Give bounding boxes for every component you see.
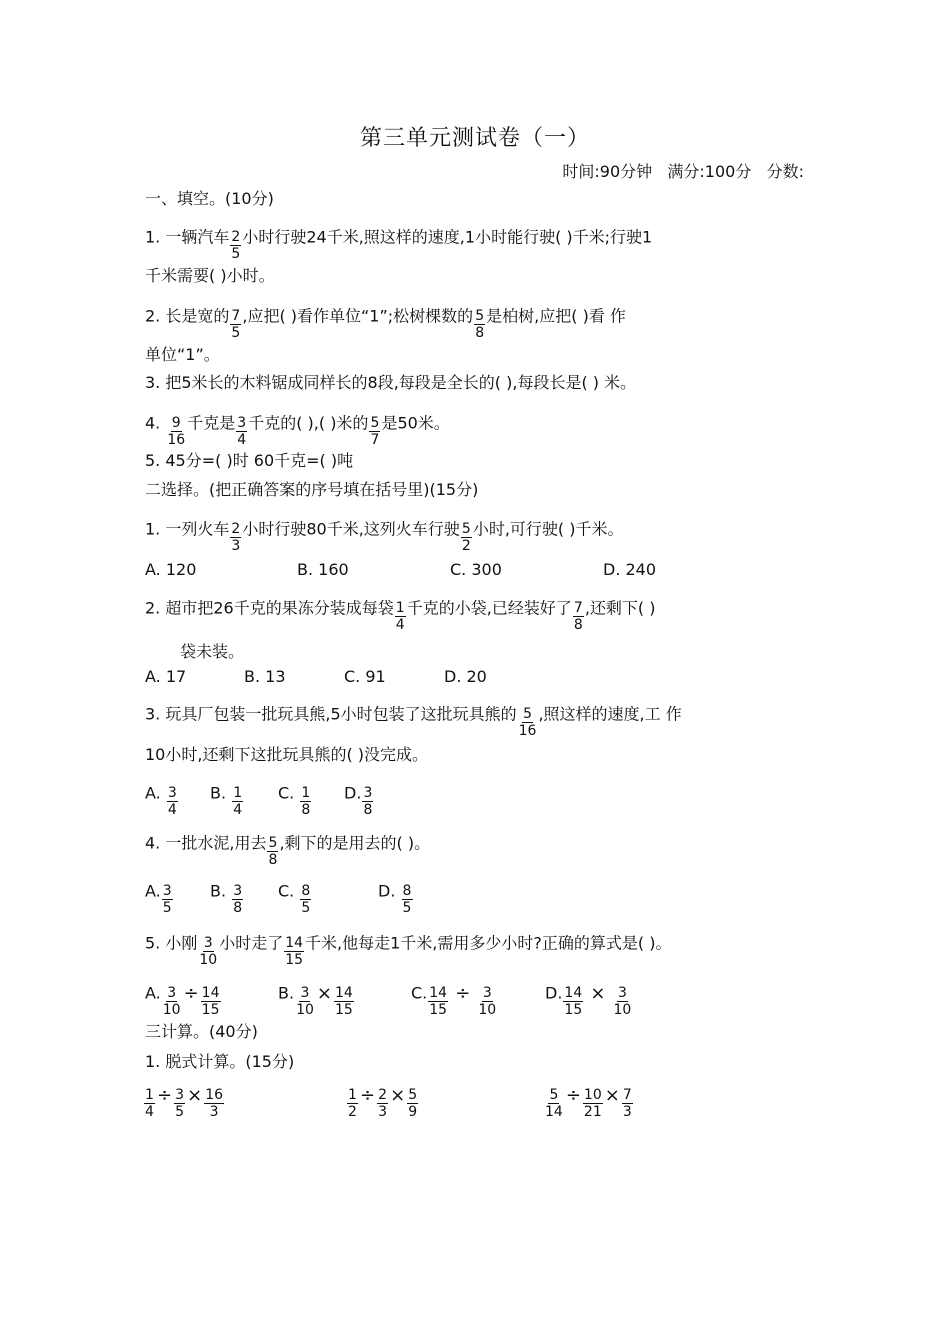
section1-heading: 一、填空。(10分) [145,189,274,208]
s1-q1-line1 [145,222,653,262]
fraction: $\frac{14}{15}$ [285,935,304,968]
fraction: $\frac{5}{7}$ [370,415,380,448]
calc-expression-2: $\frac{1}{2}$ ÷ $\frac{2}{3}$ × $\frac{5}{9}$ [348,1084,418,1120]
s1-q1-line2: 千米需要( )小时。 [145,266,275,285]
fraction: $\frac{5}{8}$ [268,835,278,868]
s2-q1-option-c: C. 300 [450,560,502,579]
s2-q2-option-a: A. 17 [145,667,187,686]
s2-q3-option-d: D. $\frac{3}{8}$ [344,783,373,818]
s2-q4-option-c: C. $\frac{8}{5}$ [278,881,311,916]
s2-q5: 5. 小刚 $\frac{3}{10}$ 小时走了 $\frac{14}{15}$ 千米,他每走1千米,需用多少小时?正确的算式是( )。 [145,933,672,968]
fraction: $\frac{2}{3}$ [231,521,241,554]
s2-q2-option-c: C. 91 [344,667,386,686]
s1-q4: 4. $\frac{9}{16}$ 千克是 $\frac{3}{4}$ 千克的( ),( )米的 $\frac{5}{7}$ 是50米。 [145,413,450,448]
fraction: $\frac{5}{2}$ [461,521,471,554]
s2-q5-option-d: D. $\frac{14}{15}$ × $\frac{3}{10}$ [545,982,632,1018]
s2-q2-option-b: B. 13 [244,667,286,686]
s2-q5-option-a: A. $\frac{3}{10}$ ÷ $\frac{14}{15}$ [145,982,220,1018]
s1-q2-line1: 2. 长是宽的 $\frac{7}{5}$ ,应把( )看作单位“1”;松树棵数的 $\frac{5}{8}$ 是柏树,应把( )看 作 [145,306,626,341]
s1-q2-line2: 单位“1”。 [145,345,220,364]
fraction: $\frac{3}{10}$ [199,935,218,968]
section3-heading: 三计算。(40分) [145,1022,258,1041]
s2-q4: 4. 一批水泥,用去 $\frac{5}{8}$ ,剩下的是用去的( )。 [145,833,431,868]
s2-q3-line2: 10小时,还剩下这批玩具熊的( )没完成。 [145,745,429,764]
section2-heading: 二选择。(把正确答案的序号填在括号里)(15分) [145,480,479,499]
s1-q5: 5. 45分=( )时 60千克=( )吨 [145,451,354,470]
exam-meta: 时间:90分钟 满分:100分 分数: [562,162,804,181]
s1-q1-text-a: 1. 一辆汽车 [145,227,230,247]
s2-q5-option-c: C. $\frac{14}{15}$ ÷ $\frac{3}{10}$ [411,982,497,1018]
s2-q1-option-b: B. 160 [297,560,349,579]
s2-q4-option-a: A. $\frac{3}{5}$ [145,881,172,916]
fraction: $\frac{5}{16}$ [518,706,537,739]
fraction: $\frac{7}{8}$ [573,600,583,633]
fraction: $\frac{3}{4}$ [237,415,247,448]
fraction: $\frac{7}{5}$ [231,308,241,341]
calc-expression-1: $\frac{1}{4}$ ÷ $\frac{3}{5}$ × $\frac{16}{3}$ [145,1084,224,1120]
fraction: $\frac{5}{8}$ [475,308,485,341]
calc-expression-3: $\frac{5}{14}$ ÷ $\frac{10}{21}$ × $\frac{7}{3}$ [545,1084,632,1120]
s2-q1: 1. 一列火车 $\frac{2}{3}$ 小时行驶80千米,这列火车行驶 $\frac{5}{2}$ 小时,可行驶( )千米。 [145,519,624,554]
s2-q3-option-b: B. $\frac{1}{4}$ [210,783,243,818]
s2-q5-option-b: B. $\frac{3}{10}$ × $\frac{14}{15}$ [278,982,353,1018]
s2-q1-option-a: A. 120 [145,560,197,579]
s2-q1-option-d: D. 240 [603,560,657,579]
s2-q2-option-d: D. 20 [444,667,487,686]
s2-q3-option-c: C. $\frac{1}{8}$ [278,783,311,818]
s1-q1-text-b: 小时行驶24千米,照这样的速度,1小时能行驶( )千米;行驶1 [242,227,653,247]
s2-q3-option-a: A. $\frac{3}{4}$ [145,783,177,818]
fraction: $\frac{1}{4}$ [395,600,405,633]
s2-q4-option-b: B. $\frac{3}{8}$ [210,881,243,916]
s3-sub1: 1. 脱式计算。(15分) [145,1052,295,1071]
fraction: $\frac{9}{16}$ [167,415,186,448]
page-title: 第三单元测试卷（一） [359,126,590,151]
s2-q2-line1: 2. 超市把26千克的果冻分装成每袋 $\frac{1}{4}$ 千克的小袋,已经装好了 $\frac{7}{8}$ ,还剩下( ) [145,598,656,633]
fraction: $\frac{2}{5}$ [231,229,241,262]
s2-q2-line2: 袋未装。 [180,642,245,661]
s1-q3: 3. 把5米长的木料锯成同样长的8段,每段是全长的( ),每段长是( ) 米。 [145,373,637,392]
s2-q3-line1: 3. 玩具厂包装一批玩具熊,5小时包装了这批玩具熊的 $\frac{5}{16}$ ,照这样的速度,工 作 [145,704,682,739]
s2-q4-option-d: D. $\frac{8}{5}$ [378,881,412,916]
